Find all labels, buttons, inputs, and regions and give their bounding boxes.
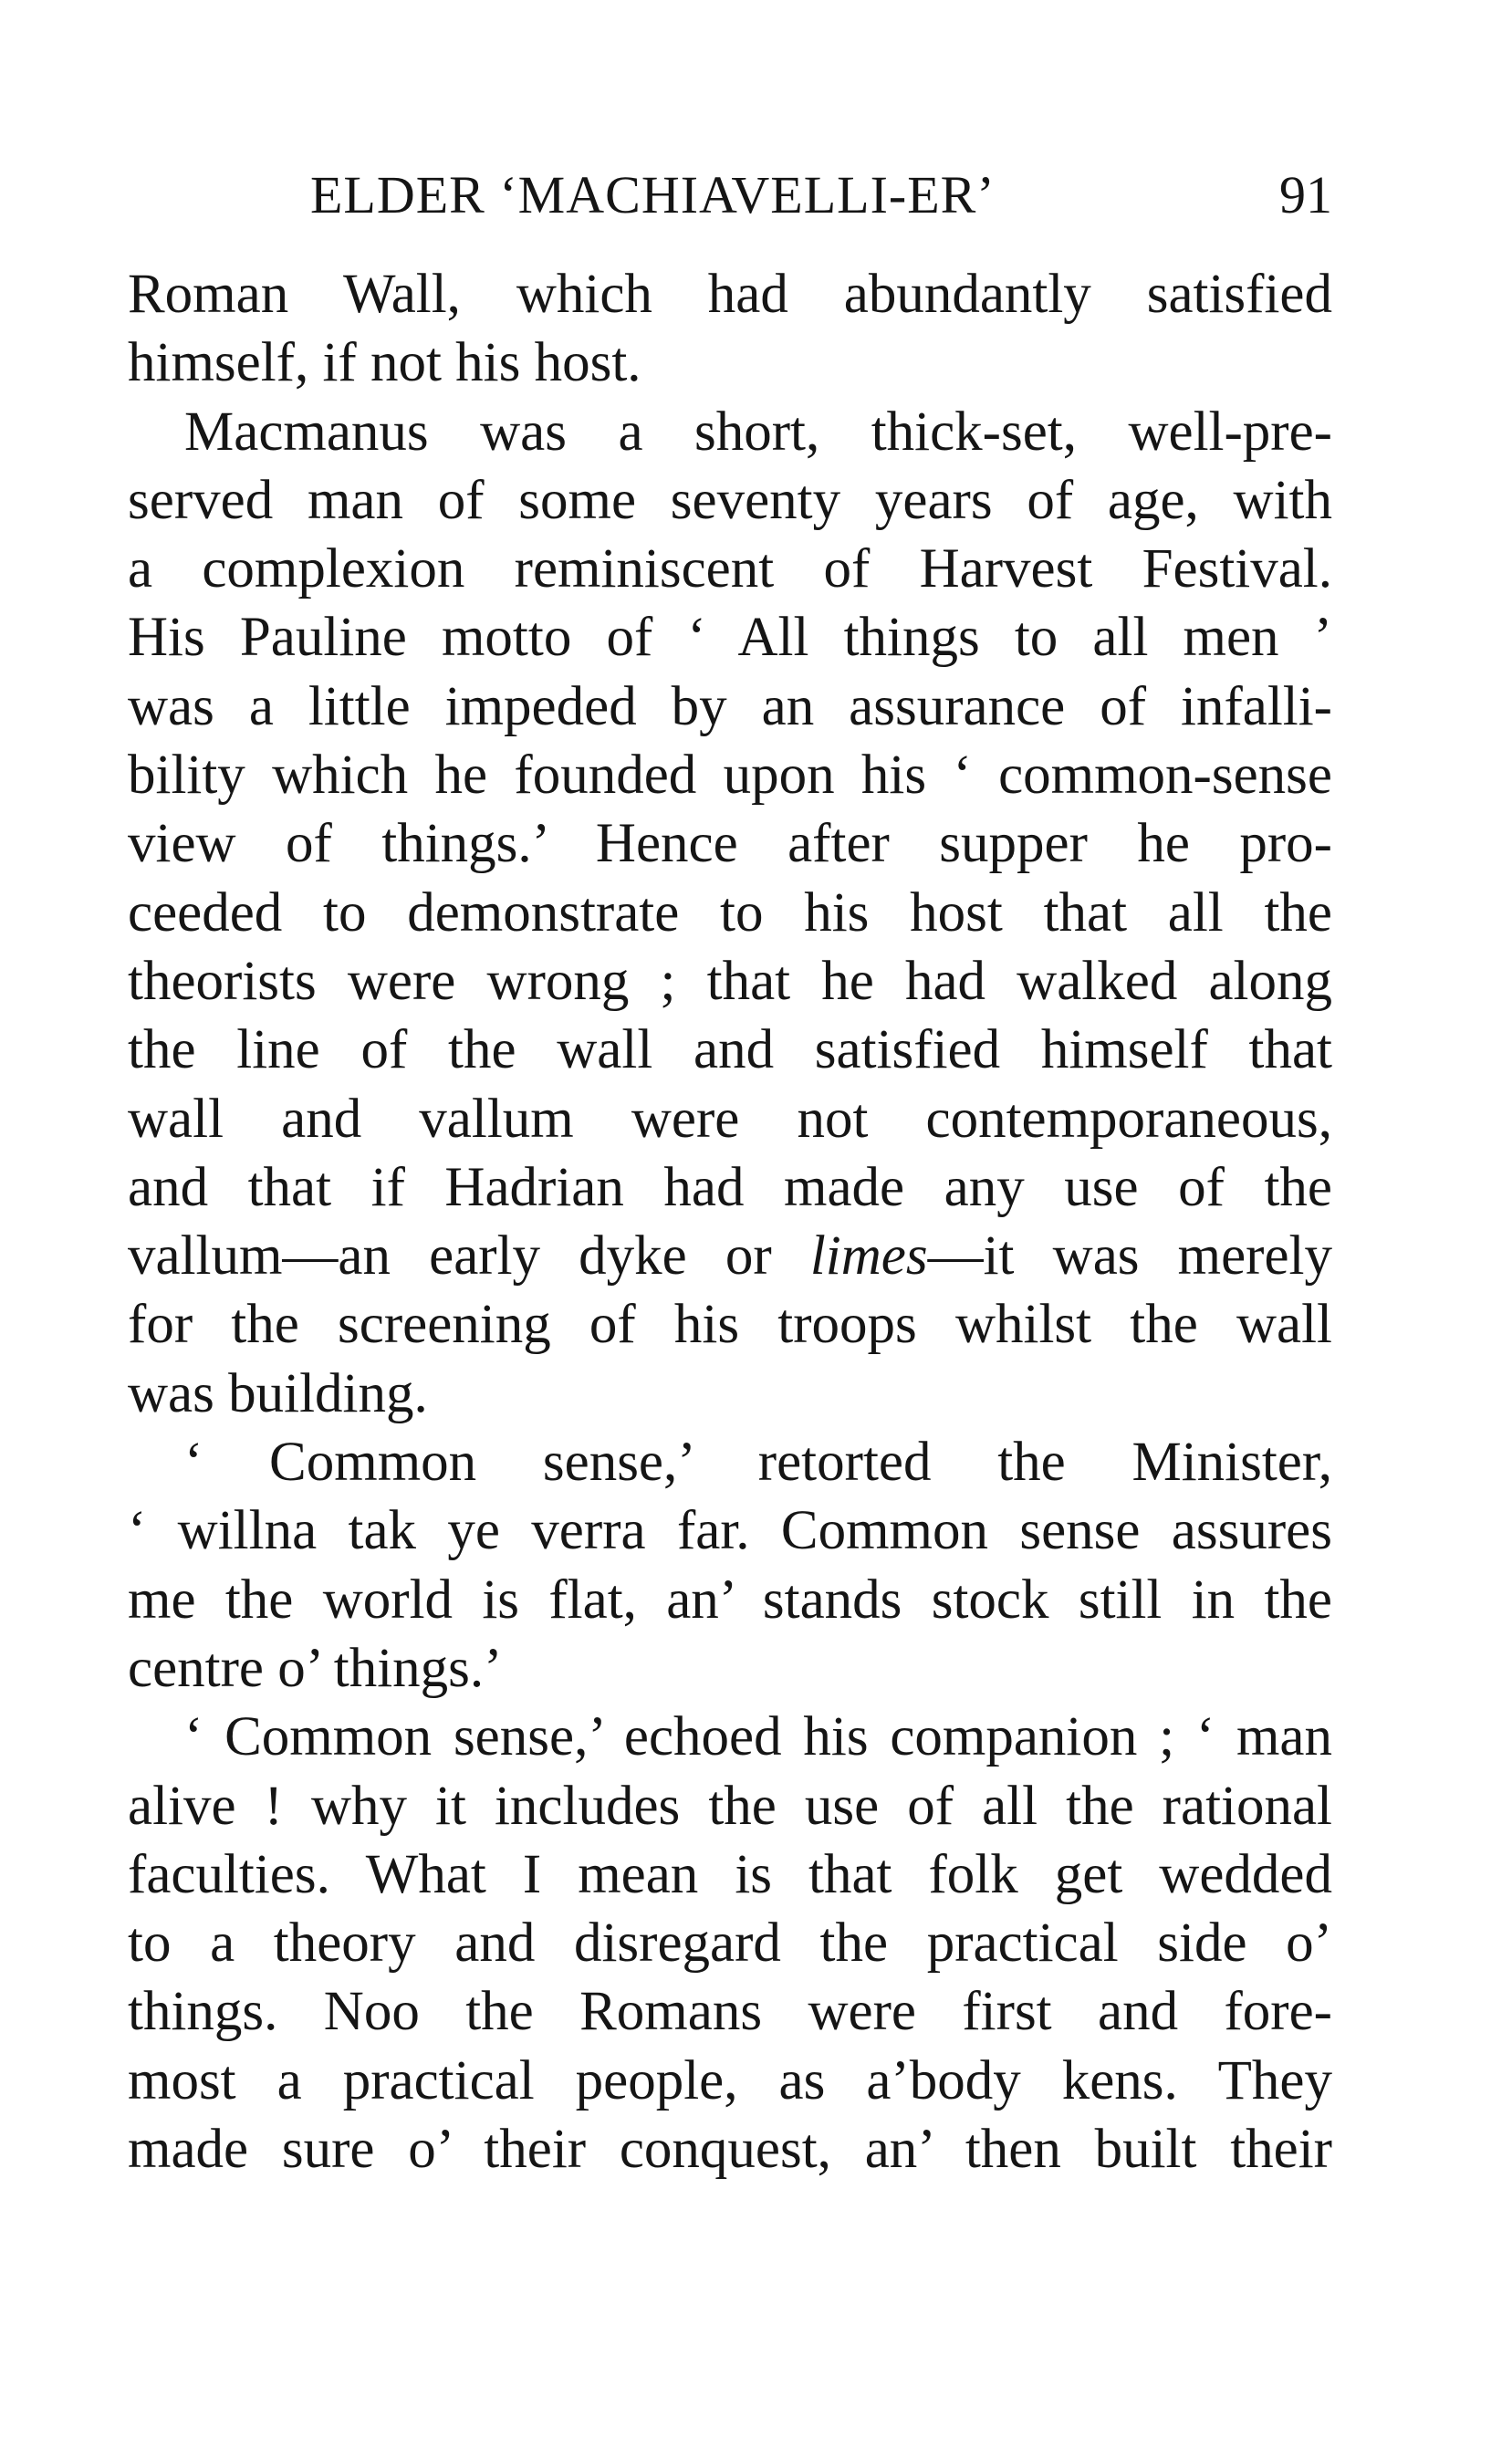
text-line: wall and vallum were not contemporaneous,	[128, 1088, 1332, 1150]
running-title: ELDER ‘MACHIAVELLI-ER’	[310, 165, 996, 224]
text-line: alive ! why it includes the use of all the rational	[128, 1775, 1332, 1837]
text-line: centre o’ things.’	[128, 1637, 503, 1699]
text-line: ‘ Common sense,’ retorted the Minister,	[184, 1432, 1332, 1494]
text-line: faculties. What I mean is that folk get wedded	[128, 1843, 1332, 1905]
text-line: me the world is flat, an’ stands stock still in the	[128, 1569, 1332, 1631]
text-line: to a theory and disregard the practical side o’	[128, 1913, 1332, 1975]
text-line: for the screening of his troops whilst the wall	[128, 1294, 1332, 1356]
text-line: bility which he founded upon his ‘ common-sense	[128, 745, 1332, 807]
text-line: Roman Wall, which had abundantly satisfied	[128, 264, 1332, 325]
text-line: Macmanus was a short, thick-set, well-pre-	[184, 401, 1332, 463]
text-line: the line of the wall and satisfied himself that	[128, 1019, 1332, 1081]
text-line: made sure o’ their conquest, an’ then built their	[128, 2119, 1332, 2181]
text-line: was building.	[128, 1362, 428, 1424]
text-line: served man of some seventy years of age, with	[128, 469, 1332, 531]
text-line: ceeded to demonstrate to his host that all the	[128, 881, 1332, 943]
text-line: theorists were wrong ; that he had walked along	[128, 950, 1332, 1012]
text-line: most a practical people, as a’body kens. They	[128, 2049, 1332, 2111]
text-line	[128, 1222, 1332, 1290]
text-line: ‘ Common sense,’ echoed his companion ; ‘ man	[184, 1706, 1332, 1768]
italic-word: limes	[809, 1225, 928, 1287]
text-line: view of things.’ Hence after supper he pro-	[128, 813, 1332, 875]
text-line: and that if Hadrian had made any use of the	[128, 1156, 1332, 1218]
text-line: was a little impeded by an assurance of infalli-	[128, 675, 1332, 737]
running-head	[128, 164, 1332, 228]
text-line: His Pauline motto of ‘ All things to all men ’	[128, 607, 1332, 669]
text-line: a complexion reminiscent of Harvest Festival.	[128, 538, 1332, 600]
text-line: things. Noo the Romans were first and fore-	[128, 1981, 1332, 2043]
text-segment: vallum—an early dyke or	[128, 1225, 810, 1287]
text-segment: —it was merely	[927, 1225, 1332, 1287]
page-number: 91	[1279, 165, 1332, 224]
text-line: himself, if not his host.	[128, 332, 641, 394]
body-text	[128, 260, 1332, 2184]
text-line: ‘ willna tak ye verra far. Common sense assures	[128, 1500, 1332, 1562]
